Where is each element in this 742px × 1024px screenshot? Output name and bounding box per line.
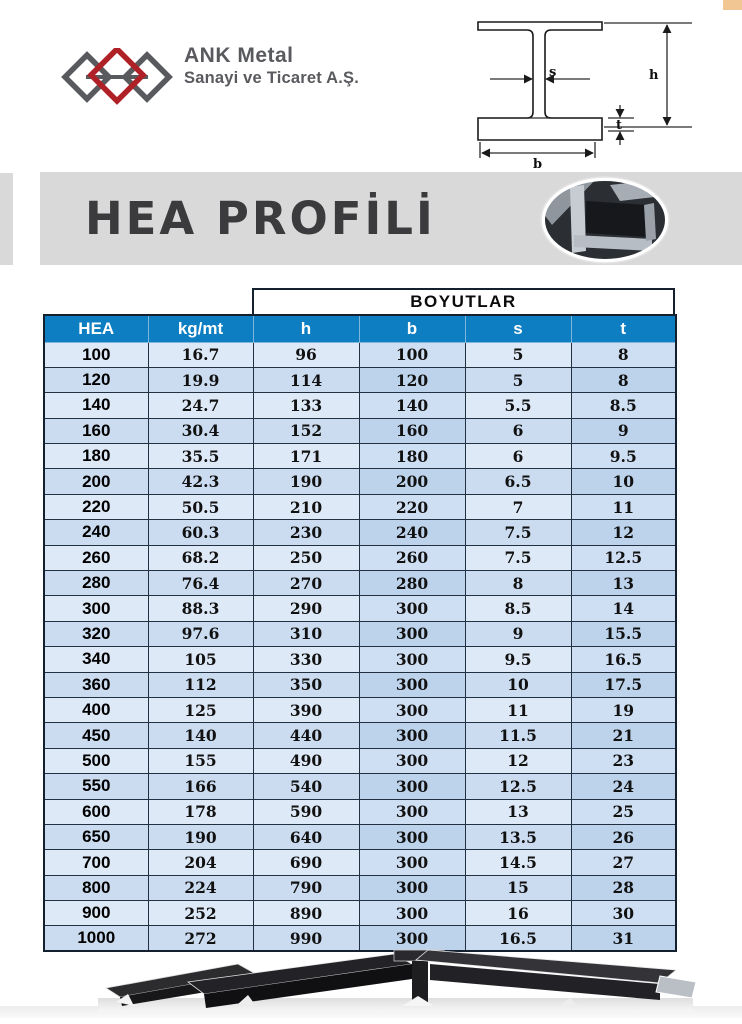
table-cell: 96 bbox=[253, 342, 359, 367]
table-cell: 13 bbox=[571, 571, 676, 596]
table-cell: 50.5 bbox=[148, 494, 253, 519]
table-cell: 300 bbox=[359, 596, 465, 621]
table-cell: 31 bbox=[571, 926, 676, 951]
boyutlar-group-header bbox=[252, 288, 675, 314]
table-cell: 350 bbox=[253, 672, 359, 697]
table-cell: 280 bbox=[44, 571, 148, 596]
table-cell: 300 bbox=[359, 926, 465, 951]
table-cell: 190 bbox=[148, 824, 253, 849]
table-cell: 790 bbox=[253, 875, 359, 900]
table-row bbox=[44, 469, 676, 494]
table-row bbox=[44, 901, 676, 926]
table-cell: 360 bbox=[44, 672, 148, 697]
table-cell: 12 bbox=[571, 520, 676, 545]
table-cell: 6.5 bbox=[465, 469, 571, 494]
table-cell: 330 bbox=[253, 647, 359, 672]
table-cell: 6 bbox=[465, 444, 571, 469]
table-cell: 300 bbox=[44, 596, 148, 621]
table-cell: 21 bbox=[571, 723, 676, 748]
table-cell: 16 bbox=[465, 901, 571, 926]
table-row bbox=[44, 367, 676, 392]
table-cell: 640 bbox=[253, 824, 359, 849]
table-cell: 7 bbox=[465, 494, 571, 519]
table-cell: 112 bbox=[148, 672, 253, 697]
table-cell: 290 bbox=[253, 596, 359, 621]
table-cell: 14.5 bbox=[465, 850, 571, 875]
company-subtitle: Sanayi ve Ticaret A.Ş. bbox=[184, 69, 359, 87]
table-cell: 220 bbox=[44, 494, 148, 519]
table-cell: 12.5 bbox=[571, 545, 676, 570]
table-row bbox=[44, 824, 676, 849]
table-cell: 42.3 bbox=[148, 469, 253, 494]
table-cell: 300 bbox=[359, 672, 465, 697]
table-cell: 60.3 bbox=[148, 520, 253, 545]
table-cell: 17.5 bbox=[571, 672, 676, 697]
table-cell: 252 bbox=[148, 901, 253, 926]
table-cell: 200 bbox=[44, 469, 148, 494]
column-header-t: t bbox=[571, 315, 676, 342]
table-cell: 240 bbox=[359, 520, 465, 545]
table-cell: 500 bbox=[44, 748, 148, 773]
table-row bbox=[44, 850, 676, 875]
table-cell: 440 bbox=[253, 723, 359, 748]
table-cell: 190 bbox=[253, 469, 359, 494]
table-cell: 7.5 bbox=[465, 520, 571, 545]
table-cell: 390 bbox=[253, 697, 359, 722]
table-cell: 76.4 bbox=[148, 571, 253, 596]
table-row bbox=[44, 621, 676, 646]
table-cell: 100 bbox=[359, 342, 465, 367]
column-header-s: s bbox=[465, 315, 571, 342]
table-row bbox=[44, 494, 676, 519]
table-row bbox=[44, 723, 676, 748]
table-cell: 6 bbox=[465, 418, 571, 443]
table-cell: 16.5 bbox=[465, 926, 571, 951]
table-cell: 310 bbox=[253, 621, 359, 646]
table-cell: 30 bbox=[571, 901, 676, 926]
table-cell: 590 bbox=[253, 799, 359, 824]
table-cell: 300 bbox=[359, 647, 465, 672]
table-cell: 690 bbox=[253, 850, 359, 875]
table-cell: 120 bbox=[359, 367, 465, 392]
table-cell: 300 bbox=[359, 875, 465, 900]
table-row bbox=[44, 596, 676, 621]
table-cell: 300 bbox=[359, 723, 465, 748]
table-cell: 300 bbox=[359, 901, 465, 926]
table-cell: 15 bbox=[465, 875, 571, 900]
table-cell: 14 bbox=[571, 596, 676, 621]
table-row bbox=[44, 799, 676, 824]
table-cell: 8 bbox=[571, 342, 676, 367]
table-cell: 800 bbox=[44, 875, 148, 900]
column-header-kg-mt: kg/mt bbox=[148, 315, 253, 342]
table-cell: 12 bbox=[465, 748, 571, 773]
table-cell: 30.4 bbox=[148, 418, 253, 443]
table-cell: 260 bbox=[359, 545, 465, 570]
table-cell: 10 bbox=[571, 469, 676, 494]
table-row bbox=[44, 672, 676, 697]
company-logo bbox=[184, 44, 359, 88]
table-cell: 23 bbox=[571, 748, 676, 773]
table-cell: 12.5 bbox=[465, 774, 571, 799]
table-cell: 490 bbox=[253, 748, 359, 773]
table-cell: 16.5 bbox=[571, 647, 676, 672]
header-row bbox=[44, 315, 676, 342]
table-cell: 7.5 bbox=[465, 545, 571, 570]
table-cell: 230 bbox=[253, 520, 359, 545]
page-title: HEA PROFİLİ bbox=[85, 192, 436, 245]
dim-label-h: h bbox=[649, 68, 659, 83]
table-cell: 400 bbox=[44, 697, 148, 722]
table-cell: 890 bbox=[253, 901, 359, 926]
table-cell: 240 bbox=[44, 520, 148, 545]
table-row bbox=[44, 393, 676, 418]
table-cell: 160 bbox=[44, 418, 148, 443]
table-cell: 19.9 bbox=[148, 367, 253, 392]
table-cell: 8.5 bbox=[571, 393, 676, 418]
dim-label-s: s bbox=[549, 65, 557, 80]
table-cell: 990 bbox=[253, 926, 359, 951]
table-cell: 27 bbox=[571, 850, 676, 875]
table-cell: 700 bbox=[44, 850, 148, 875]
table-row bbox=[44, 418, 676, 443]
table-cell: 19 bbox=[571, 697, 676, 722]
table-cell: 26 bbox=[571, 824, 676, 849]
corner-tab bbox=[723, 0, 742, 10]
table-cell: 204 bbox=[148, 850, 253, 875]
table-cell: 280 bbox=[359, 571, 465, 596]
column-header-h: h bbox=[253, 315, 359, 342]
table-cell: 250 bbox=[253, 545, 359, 570]
table-cell: 260 bbox=[44, 545, 148, 570]
table-cell: 68.2 bbox=[148, 545, 253, 570]
table-cell: 25 bbox=[571, 799, 676, 824]
table-cell: 24 bbox=[571, 774, 676, 799]
company-name: ANK Metal bbox=[184, 44, 294, 67]
table-cell: 35.5 bbox=[148, 444, 253, 469]
table-cell: 180 bbox=[44, 444, 148, 469]
table-cell: 140 bbox=[44, 393, 148, 418]
table-cell: 114 bbox=[253, 367, 359, 392]
table-cell: 210 bbox=[253, 494, 359, 519]
column-header-b: b bbox=[359, 315, 465, 342]
table-row bbox=[44, 748, 676, 773]
table-cell: 9.5 bbox=[571, 444, 676, 469]
table-cell: 540 bbox=[253, 774, 359, 799]
table-cell: 220 bbox=[359, 494, 465, 519]
table-row bbox=[44, 342, 676, 367]
table-cell: 9.5 bbox=[465, 647, 571, 672]
table-cell: 97.6 bbox=[148, 621, 253, 646]
banner-left-stripe bbox=[0, 173, 13, 265]
table-cell: 300 bbox=[359, 824, 465, 849]
table-cell: 300 bbox=[359, 774, 465, 799]
table-cell: 16.7 bbox=[148, 342, 253, 367]
table-cell: 300 bbox=[359, 748, 465, 773]
table-cell: 140 bbox=[148, 723, 253, 748]
table-cell: 178 bbox=[148, 799, 253, 824]
table-cell: 8 bbox=[465, 571, 571, 596]
table-cell: 5 bbox=[465, 342, 571, 367]
table-cell: 125 bbox=[148, 697, 253, 722]
table-cell: 140 bbox=[359, 393, 465, 418]
table-cell: 8 bbox=[571, 367, 676, 392]
table-cell: 24.7 bbox=[148, 393, 253, 418]
table-cell: 224 bbox=[148, 875, 253, 900]
table-cell: 300 bbox=[359, 697, 465, 722]
table-row bbox=[44, 697, 676, 722]
steel-profile-circle-photo bbox=[538, 175, 672, 265]
table-cell: 600 bbox=[44, 799, 148, 824]
table-cell: 650 bbox=[44, 824, 148, 849]
table-cell: 13 bbox=[465, 799, 571, 824]
table-cell: 155 bbox=[148, 748, 253, 773]
table-cell: 166 bbox=[148, 774, 253, 799]
table-cell: 1000 bbox=[44, 926, 148, 951]
table-cell: 300 bbox=[359, 850, 465, 875]
table-cell: 180 bbox=[359, 444, 465, 469]
table-cell: 8.5 bbox=[465, 596, 571, 621]
table-cell: 272 bbox=[148, 926, 253, 951]
table-row bbox=[44, 520, 676, 545]
table-cell: 133 bbox=[253, 393, 359, 418]
dim-label-t: t bbox=[616, 118, 623, 133]
table-cell: 28 bbox=[571, 875, 676, 900]
table-cell: 300 bbox=[359, 621, 465, 646]
table-cell: 11 bbox=[465, 697, 571, 722]
table-cell: 15.5 bbox=[571, 621, 676, 646]
table-cell: 152 bbox=[253, 418, 359, 443]
table-row bbox=[44, 444, 676, 469]
table-cell: 5.5 bbox=[465, 393, 571, 418]
column-header-hea: HEA bbox=[44, 315, 148, 342]
boyutlar-label: BOYUTLAR bbox=[410, 292, 517, 311]
table-cell: 10 bbox=[465, 672, 571, 697]
table-row bbox=[44, 647, 676, 672]
table-cell: 340 bbox=[44, 647, 148, 672]
table-row bbox=[44, 571, 676, 596]
table-cell: 100 bbox=[44, 342, 148, 367]
table-cell: 160 bbox=[359, 418, 465, 443]
table-cell: 450 bbox=[44, 723, 148, 748]
table-cell: 9 bbox=[571, 418, 676, 443]
table-cell: 5 bbox=[465, 367, 571, 392]
table-cell: 200 bbox=[359, 469, 465, 494]
table-row bbox=[44, 545, 676, 570]
table-cell: 900 bbox=[44, 901, 148, 926]
dim-label-b: b bbox=[533, 157, 543, 172]
ibeam-dimension-diagram bbox=[455, 8, 705, 173]
hea-table bbox=[43, 314, 677, 952]
table-cell: 171 bbox=[253, 444, 359, 469]
table-cell: 300 bbox=[359, 799, 465, 824]
table-cell: 105 bbox=[148, 647, 253, 672]
table-cell: 11.5 bbox=[465, 723, 571, 748]
table-cell: 13.5 bbox=[465, 824, 571, 849]
logo-diamonds-icon bbox=[56, 48, 180, 106]
table-cell: 88.3 bbox=[148, 596, 253, 621]
table-row bbox=[44, 875, 676, 900]
table-cell: 270 bbox=[253, 571, 359, 596]
table-cell: 320 bbox=[44, 621, 148, 646]
table-cell: 9 bbox=[465, 621, 571, 646]
table-row bbox=[44, 774, 676, 799]
table-cell: 120 bbox=[44, 367, 148, 392]
table-cell: 11 bbox=[571, 494, 676, 519]
table-cell: 550 bbox=[44, 774, 148, 799]
stacked-steel-beams-photo bbox=[88, 948, 703, 1014]
